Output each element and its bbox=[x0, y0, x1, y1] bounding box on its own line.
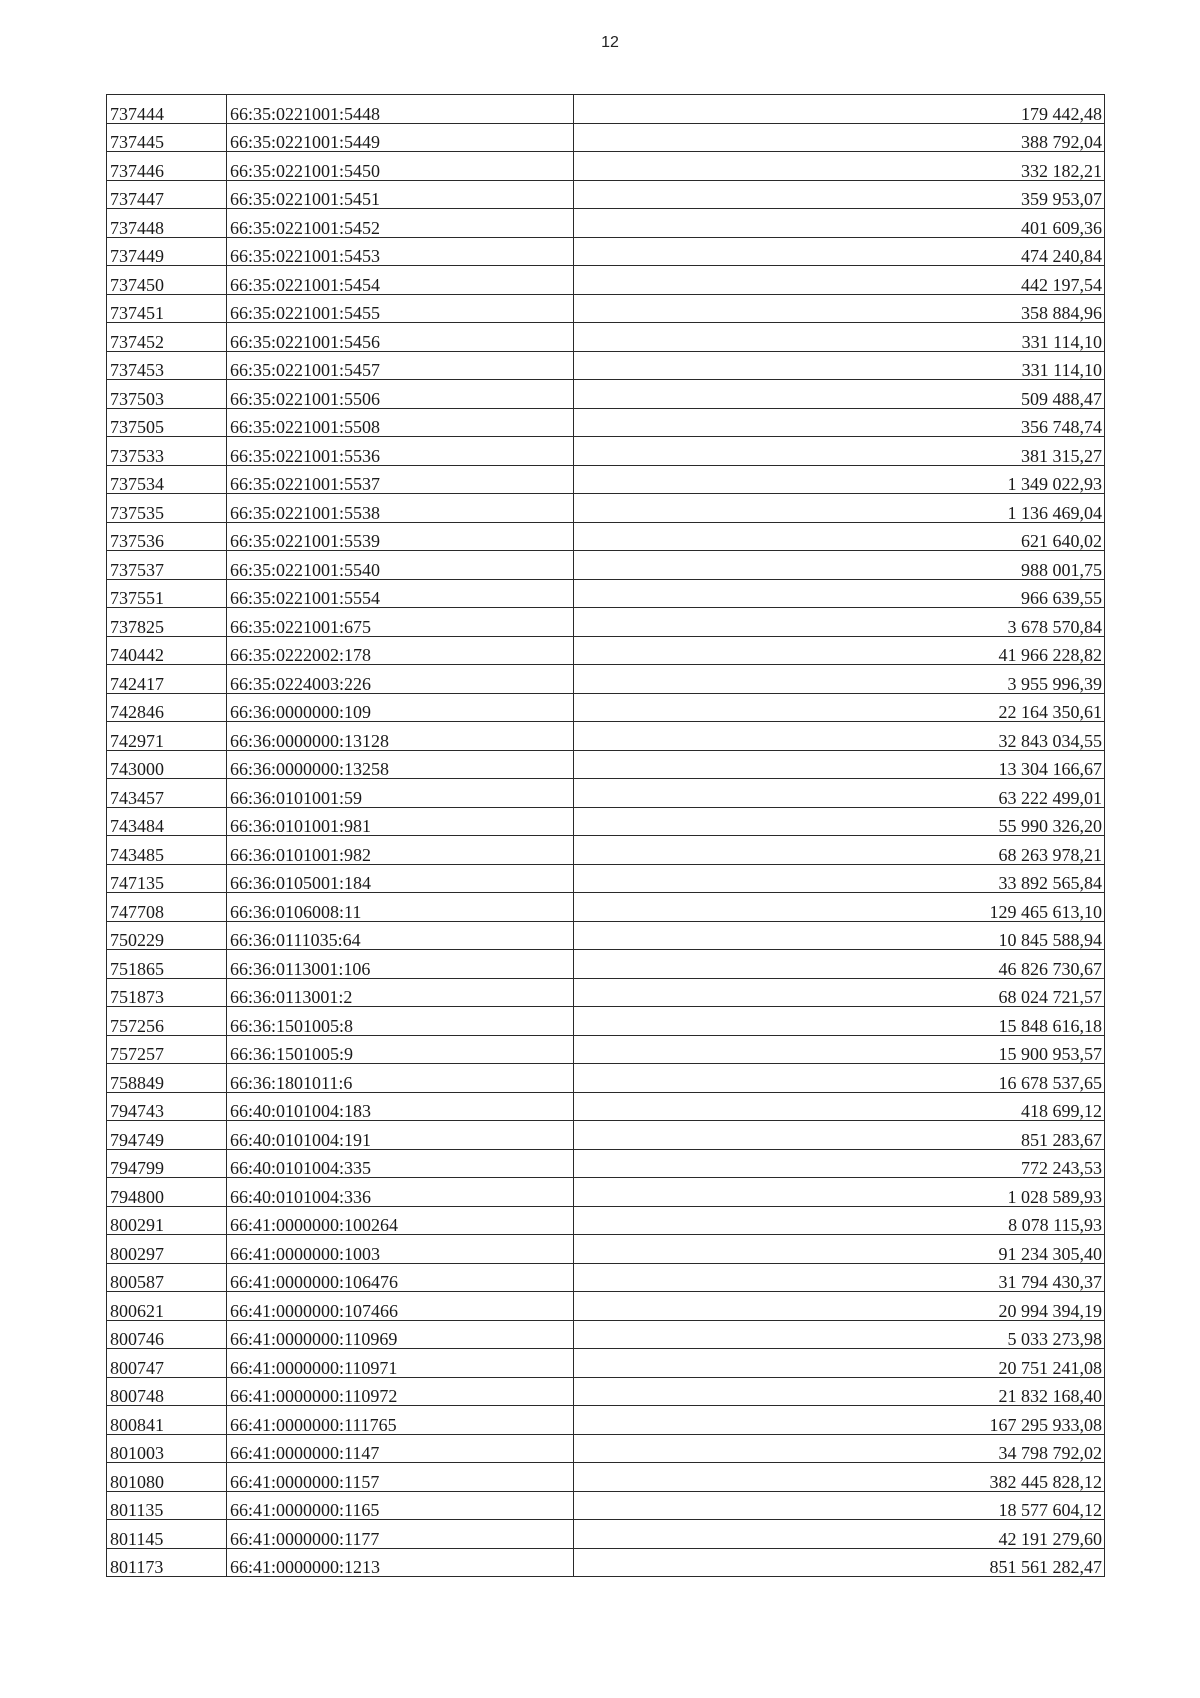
cadastral-number-cell: 66:41:0000000:110972 bbox=[227, 1377, 574, 1406]
cadastral-number-cell: 66:35:0221001:5540 bbox=[227, 551, 574, 580]
value-cell: 63 222 499,01 bbox=[574, 779, 1105, 808]
value-cell: 3 955 996,39 bbox=[574, 665, 1105, 694]
value-cell: 5 033 273,98 bbox=[574, 1320, 1105, 1349]
table-row bbox=[107, 95, 1105, 124]
cadastral-number-cell: 66:41:0000000:1177 bbox=[227, 1520, 574, 1549]
row-number-cell: 742846 bbox=[107, 693, 227, 722]
cadastral-number-cell: 66:35:0221001:5508 bbox=[227, 408, 574, 437]
value-cell: 388 792,04 bbox=[574, 123, 1105, 152]
table-row bbox=[107, 978, 1105, 1007]
table-row bbox=[107, 209, 1105, 238]
table-row bbox=[107, 351, 1105, 380]
row-number-cell: 737452 bbox=[107, 323, 227, 352]
cadastral-number-cell: 66:41:0000000:100264 bbox=[227, 1206, 574, 1235]
cadastral-value-table bbox=[106, 94, 1105, 1577]
cadastral-number-cell: 66:36:1501005:8 bbox=[227, 1007, 574, 1036]
cadastral-number-cell: 66:36:0101001:981 bbox=[227, 807, 574, 836]
cadastral-number-cell: 66:40:0101004:191 bbox=[227, 1121, 574, 1150]
value-cell: 55 990 326,20 bbox=[574, 807, 1105, 836]
row-number-cell: 800746 bbox=[107, 1320, 227, 1349]
value-cell: 41 966 228,82 bbox=[574, 636, 1105, 665]
table-row bbox=[107, 437, 1105, 466]
row-number-cell: 737445 bbox=[107, 123, 227, 152]
table-row bbox=[107, 1035, 1105, 1064]
value-cell: 21 832 168,40 bbox=[574, 1377, 1105, 1406]
table-body bbox=[107, 95, 1105, 1577]
row-number-cell: 800748 bbox=[107, 1377, 227, 1406]
value-cell: 167 295 933,08 bbox=[574, 1406, 1105, 1435]
cadastral-number-cell: 66:41:0000000:1147 bbox=[227, 1434, 574, 1463]
value-cell: 442 197,54 bbox=[574, 266, 1105, 295]
cadastral-number-cell: 66:35:0221001:5457 bbox=[227, 351, 574, 380]
value-cell: 20 751 241,08 bbox=[574, 1349, 1105, 1378]
cadastral-number-cell: 66:36:0113001:2 bbox=[227, 978, 574, 1007]
table-row bbox=[107, 864, 1105, 893]
row-number-cell: 800291 bbox=[107, 1206, 227, 1235]
row-number-cell: 794800 bbox=[107, 1178, 227, 1207]
table-row bbox=[107, 1149, 1105, 1178]
value-cell: 401 609,36 bbox=[574, 209, 1105, 238]
value-cell: 851 561 282,47 bbox=[574, 1548, 1105, 1577]
cadastral-number-cell: 66:35:0221001:5536 bbox=[227, 437, 574, 466]
cadastral-number-cell: 66:41:0000000:1157 bbox=[227, 1463, 574, 1492]
cadastral-number-cell: 66:35:0221001:5456 bbox=[227, 323, 574, 352]
value-cell: 10 845 588,94 bbox=[574, 921, 1105, 950]
value-cell: 1 349 022,93 bbox=[574, 465, 1105, 494]
cadastral-number-cell: 66:41:0000000:1213 bbox=[227, 1548, 574, 1577]
row-number-cell: 757256 bbox=[107, 1007, 227, 1036]
table-row bbox=[107, 294, 1105, 323]
table-row bbox=[107, 608, 1105, 637]
value-cell: 31 794 430,37 bbox=[574, 1263, 1105, 1292]
table-row bbox=[107, 836, 1105, 865]
value-cell: 358 884,96 bbox=[574, 294, 1105, 323]
table-row bbox=[107, 237, 1105, 266]
value-cell: 331 114,10 bbox=[574, 351, 1105, 380]
row-number-cell: 750229 bbox=[107, 921, 227, 950]
cadastral-number-cell: 66:41:0000000:110969 bbox=[227, 1320, 574, 1349]
cadastral-number-cell: 66:35:0221001:5455 bbox=[227, 294, 574, 323]
row-number-cell: 737451 bbox=[107, 294, 227, 323]
row-number-cell: 743000 bbox=[107, 750, 227, 779]
row-number-cell: 742971 bbox=[107, 722, 227, 751]
table-row bbox=[107, 1092, 1105, 1121]
table-row bbox=[107, 266, 1105, 295]
table-row bbox=[107, 152, 1105, 181]
table-row bbox=[107, 1206, 1105, 1235]
row-number-cell: 737503 bbox=[107, 380, 227, 409]
table-row bbox=[107, 1463, 1105, 1492]
row-number-cell: 751873 bbox=[107, 978, 227, 1007]
table-row bbox=[107, 1548, 1105, 1577]
table-row bbox=[107, 1007, 1105, 1036]
row-number-cell: 757257 bbox=[107, 1035, 227, 1064]
cadastral-number-cell: 66:35:0221001:5506 bbox=[227, 380, 574, 409]
table-row bbox=[107, 1349, 1105, 1378]
row-number-cell: 743484 bbox=[107, 807, 227, 836]
cadastral-number-cell: 66:36:0000000:13258 bbox=[227, 750, 574, 779]
row-number-cell: 737450 bbox=[107, 266, 227, 295]
table-row bbox=[107, 1263, 1105, 1292]
row-number-cell: 747708 bbox=[107, 893, 227, 922]
row-number-cell: 737448 bbox=[107, 209, 227, 238]
cadastral-number-cell: 66:35:0221001:5539 bbox=[227, 522, 574, 551]
value-cell: 3 678 570,84 bbox=[574, 608, 1105, 637]
row-number-cell: 737447 bbox=[107, 180, 227, 209]
cadastral-number-cell: 66:35:0221001:5538 bbox=[227, 494, 574, 523]
value-cell: 851 283,67 bbox=[574, 1121, 1105, 1150]
table-row bbox=[107, 893, 1105, 922]
table-row bbox=[107, 465, 1105, 494]
cadastral-number-cell: 66:41:0000000:106476 bbox=[227, 1263, 574, 1292]
cadastral-number-cell: 66:35:0221001:5454 bbox=[227, 266, 574, 295]
table-row bbox=[107, 1320, 1105, 1349]
row-number-cell: 800587 bbox=[107, 1263, 227, 1292]
cadastral-number-cell: 66:35:0221001:5537 bbox=[227, 465, 574, 494]
table-row bbox=[107, 750, 1105, 779]
cadastral-number-cell: 66:41:0000000:111765 bbox=[227, 1406, 574, 1435]
value-cell: 381 315,27 bbox=[574, 437, 1105, 466]
table-row bbox=[107, 1377, 1105, 1406]
table-row bbox=[107, 1235, 1105, 1264]
row-number-cell: 737825 bbox=[107, 608, 227, 637]
cadastral-number-cell: 66:36:1801011:6 bbox=[227, 1064, 574, 1093]
page-number: 12 bbox=[601, 34, 619, 51]
cadastral-number-cell: 66:36:0101001:59 bbox=[227, 779, 574, 808]
value-cell: 418 699,12 bbox=[574, 1092, 1105, 1121]
cadastral-number-cell: 66:41:0000000:1165 bbox=[227, 1491, 574, 1520]
row-number-cell: 737537 bbox=[107, 551, 227, 580]
cadastral-number-cell: 66:40:0101004:183 bbox=[227, 1092, 574, 1121]
row-number-cell: 751865 bbox=[107, 950, 227, 979]
value-cell: 91 234 305,40 bbox=[574, 1235, 1105, 1264]
row-number-cell: 743485 bbox=[107, 836, 227, 865]
cadastral-number-cell: 66:35:0221001:5452 bbox=[227, 209, 574, 238]
table-row bbox=[107, 665, 1105, 694]
row-number-cell: 737535 bbox=[107, 494, 227, 523]
cadastral-number-cell: 66:36:1501005:9 bbox=[227, 1035, 574, 1064]
table-row bbox=[107, 779, 1105, 808]
row-number-cell: 737444 bbox=[107, 95, 227, 124]
table-row bbox=[107, 1491, 1105, 1520]
table-row bbox=[107, 921, 1105, 950]
value-cell: 42 191 279,60 bbox=[574, 1520, 1105, 1549]
row-number-cell: 801080 bbox=[107, 1463, 227, 1492]
cadastral-number-cell: 66:35:0224003:226 bbox=[227, 665, 574, 694]
value-cell: 8 078 115,93 bbox=[574, 1206, 1105, 1235]
cadastral-number-cell: 66:41:0000000:1003 bbox=[227, 1235, 574, 1264]
cadastral-number-cell: 66:36:0000000:13128 bbox=[227, 722, 574, 751]
table-row bbox=[107, 950, 1105, 979]
table-row bbox=[107, 1121, 1105, 1150]
cadastral-number-cell: 66:35:0221001:5453 bbox=[227, 237, 574, 266]
table-row bbox=[107, 522, 1105, 551]
row-number-cell: 743457 bbox=[107, 779, 227, 808]
value-cell: 33 892 565,84 bbox=[574, 864, 1105, 893]
row-number-cell: 800297 bbox=[107, 1235, 227, 1264]
cadastral-number-cell: 66:41:0000000:110971 bbox=[227, 1349, 574, 1378]
value-cell: 13 304 166,67 bbox=[574, 750, 1105, 779]
table-row bbox=[107, 807, 1105, 836]
cadastral-number-cell: 66:35:0221001:5448 bbox=[227, 95, 574, 124]
row-number-cell: 742417 bbox=[107, 665, 227, 694]
value-cell: 359 953,07 bbox=[574, 180, 1105, 209]
row-number-cell: 737551 bbox=[107, 579, 227, 608]
value-cell: 18 577 604,12 bbox=[574, 1491, 1105, 1520]
cadastral-number-cell: 66:36:0105001:184 bbox=[227, 864, 574, 893]
table-row bbox=[107, 1434, 1105, 1463]
value-cell: 129 465 613,10 bbox=[574, 893, 1105, 922]
value-cell: 34 798 792,02 bbox=[574, 1434, 1105, 1463]
row-number-cell: 737505 bbox=[107, 408, 227, 437]
value-cell: 966 639,55 bbox=[574, 579, 1105, 608]
cadastral-number-cell: 66:36:0101001:982 bbox=[227, 836, 574, 865]
cadastral-number-cell: 66:35:0222002:178 bbox=[227, 636, 574, 665]
cadastral-number-cell: 66:35:0221001:675 bbox=[227, 608, 574, 637]
value-cell: 32 843 034,55 bbox=[574, 722, 1105, 751]
table-row bbox=[107, 180, 1105, 209]
table-row bbox=[107, 1520, 1105, 1549]
cadastral-number-cell: 66:35:0221001:5451 bbox=[227, 180, 574, 209]
row-number-cell: 737449 bbox=[107, 237, 227, 266]
value-cell: 988 001,75 bbox=[574, 551, 1105, 580]
value-cell: 509 488,47 bbox=[574, 380, 1105, 409]
cadastral-number-cell: 66:40:0101004:336 bbox=[227, 1178, 574, 1207]
value-cell: 356 748,74 bbox=[574, 408, 1105, 437]
table-row bbox=[107, 579, 1105, 608]
row-number-cell: 794799 bbox=[107, 1149, 227, 1178]
row-number-cell: 801173 bbox=[107, 1548, 227, 1577]
value-cell: 332 182,21 bbox=[574, 152, 1105, 181]
row-number-cell: 737533 bbox=[107, 437, 227, 466]
value-cell: 1 028 589,93 bbox=[574, 1178, 1105, 1207]
row-number-cell: 800841 bbox=[107, 1406, 227, 1435]
table-row bbox=[107, 323, 1105, 352]
table-row bbox=[107, 123, 1105, 152]
value-cell: 331 114,10 bbox=[574, 323, 1105, 352]
cadastral-number-cell: 66:35:0221001:5450 bbox=[227, 152, 574, 181]
value-cell: 68 024 721,57 bbox=[574, 978, 1105, 1007]
row-number-cell: 737536 bbox=[107, 522, 227, 551]
row-number-cell: 737534 bbox=[107, 465, 227, 494]
row-number-cell: 747135 bbox=[107, 864, 227, 893]
row-number-cell: 800747 bbox=[107, 1349, 227, 1378]
row-number-cell: 737453 bbox=[107, 351, 227, 380]
row-number-cell: 794749 bbox=[107, 1121, 227, 1150]
table-row bbox=[107, 1292, 1105, 1321]
table-row bbox=[107, 722, 1105, 751]
cadastral-number-cell: 66:36:0111035:64 bbox=[227, 921, 574, 950]
row-number-cell: 737446 bbox=[107, 152, 227, 181]
row-number-cell: 758849 bbox=[107, 1064, 227, 1093]
cadastral-number-cell: 66:35:0221001:5554 bbox=[227, 579, 574, 608]
value-cell: 382 445 828,12 bbox=[574, 1463, 1105, 1492]
table-row bbox=[107, 551, 1105, 580]
table-row bbox=[107, 1064, 1105, 1093]
value-cell: 20 994 394,19 bbox=[574, 1292, 1105, 1321]
row-number-cell: 800621 bbox=[107, 1292, 227, 1321]
cadastral-number-cell: 66:35:0221001:5449 bbox=[227, 123, 574, 152]
row-number-cell: 794743 bbox=[107, 1092, 227, 1121]
cadastral-number-cell: 66:40:0101004:335 bbox=[227, 1149, 574, 1178]
value-cell: 621 640,02 bbox=[574, 522, 1105, 551]
cadastral-number-cell: 66:36:0106008:11 bbox=[227, 893, 574, 922]
value-cell: 68 263 978,21 bbox=[574, 836, 1105, 865]
row-number-cell: 801135 bbox=[107, 1491, 227, 1520]
cadastral-number-cell: 66:41:0000000:107466 bbox=[227, 1292, 574, 1321]
table-row bbox=[107, 693, 1105, 722]
value-cell: 179 442,48 bbox=[574, 95, 1105, 124]
value-cell: 22 164 350,61 bbox=[574, 693, 1105, 722]
value-cell: 15 848 616,18 bbox=[574, 1007, 1105, 1036]
cadastral-number-cell: 66:36:0113001:106 bbox=[227, 950, 574, 979]
cadastral-number-cell: 66:36:0000000:109 bbox=[227, 693, 574, 722]
value-cell: 46 826 730,67 bbox=[574, 950, 1105, 979]
value-cell: 15 900 953,57 bbox=[574, 1035, 1105, 1064]
value-cell: 772 243,53 bbox=[574, 1149, 1105, 1178]
value-cell: 16 678 537,65 bbox=[574, 1064, 1105, 1093]
table-row bbox=[107, 494, 1105, 523]
table-row bbox=[107, 636, 1105, 665]
row-number-cell: 801003 bbox=[107, 1434, 227, 1463]
row-number-cell: 801145 bbox=[107, 1520, 227, 1549]
value-cell: 474 240,84 bbox=[574, 237, 1105, 266]
table-row bbox=[107, 1406, 1105, 1435]
table-row bbox=[107, 380, 1105, 409]
table-row bbox=[107, 408, 1105, 437]
value-cell: 1 136 469,04 bbox=[574, 494, 1105, 523]
row-number-cell: 740442 bbox=[107, 636, 227, 665]
table-row bbox=[107, 1178, 1105, 1207]
